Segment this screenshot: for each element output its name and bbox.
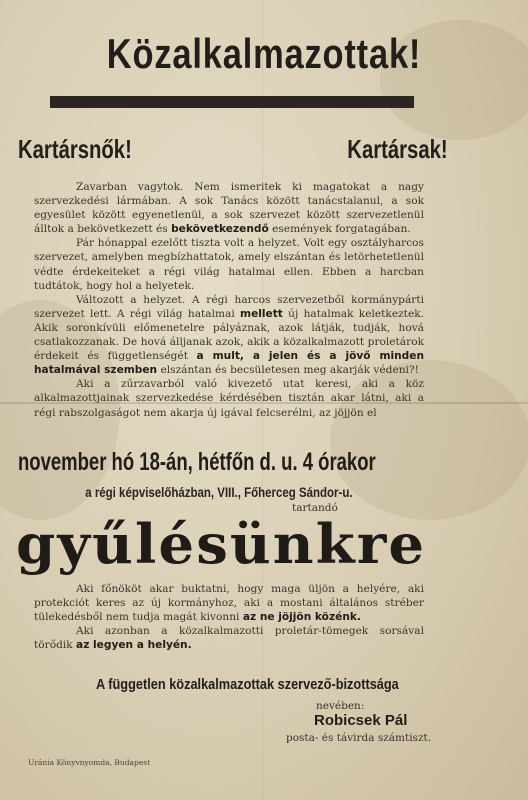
intro-paragraph: Aki a zűrzavarból való kivezető utat keresi, aki a köz alkalmazottjainak szervezkedése kérdésében tisztán akar látni, aki a régi rabszolgaságot nem akarja új igával felcserélni, az jöjjön el	[34, 378, 424, 419]
meeting-date: november hó 18-án, hétfőn d. u. 4 órakor	[18, 448, 376, 476]
committee-name: A független közalkalmazottak szervező-bizottsága	[96, 676, 399, 693]
printer-imprint: Uránia Könyvnyomda, Budapest	[28, 758, 151, 767]
greeting-left: Kartársnők!	[18, 134, 132, 164]
held-label: tartandó	[292, 502, 338, 514]
greeting-right: Kartársak!	[347, 134, 448, 164]
signer-title: posta- és távirda számtiszt.	[286, 732, 432, 744]
intro-paragraph: Zavarban vagytok. Nem ismeritek ki magatokat a nagy szervezkedési lármában. A sok Tanács között tanácstalanul, a sok egyesület között egyenetlenül, a sok szervezet között szervezetlenül álltok a bekövetkezett és bekövetkezendő események forgatagában.	[34, 181, 424, 236]
on-behalf-label: nevében:	[316, 700, 365, 712]
closing-paragraph: Aki azonban a közalkalmazotti proletár-tömegek sorsával törődik az legyen a helyén.	[34, 625, 424, 652]
poster-title: Közalkalmazottak!	[106, 30, 422, 77]
closing-paragraph: Aki főnököt akar buktatni, hogy maga üljön a helyére, aki protekciót keres az új kormányhoz, aki a mostani általános stréber tülekedésből nem tudja magát kivonni az ne jöjjön közénk.	[34, 583, 424, 624]
intro-paragraph: Pár hónappal ezelőtt tiszta volt a helyzet. Volt egy osztályharcos szervezet, amelyben megbízhattatok, amely elszántan és letörhetetlenül védte érdekeiteket a régi világ hatalmai ellen. Ebben a harcban tudtátok, hogy hol a helyetek.	[34, 237, 424, 292]
closing-text	[34, 582, 424, 652]
signer-name: Robicsek Pál	[314, 712, 408, 729]
meeting-place: a régi képviselőházban, VIII., Főherceg Sándor-u.	[85, 484, 353, 500]
meeting-headline: gyűlésünkre	[16, 512, 427, 576]
intro-text	[34, 180, 424, 420]
intro-paragraph: Változott a helyzet. A régi harcos szervezetből kormánypárti szervezet lett. A régi világ hatalmai mellett új hatalmak keletkeztek. Akik soronkívüli előmenetelre pályáznak, azok látják, tudják, hová csatlakozzanak. De hová álljanak azok, akik a közalkalmazott proletárok érdekeit és függetlenségét a mult, a jelen és a jövő minden hatalmával szemben elszántan és becsületesen meg akarják védeni?!	[34, 293, 424, 377]
title-underline	[50, 96, 414, 108]
